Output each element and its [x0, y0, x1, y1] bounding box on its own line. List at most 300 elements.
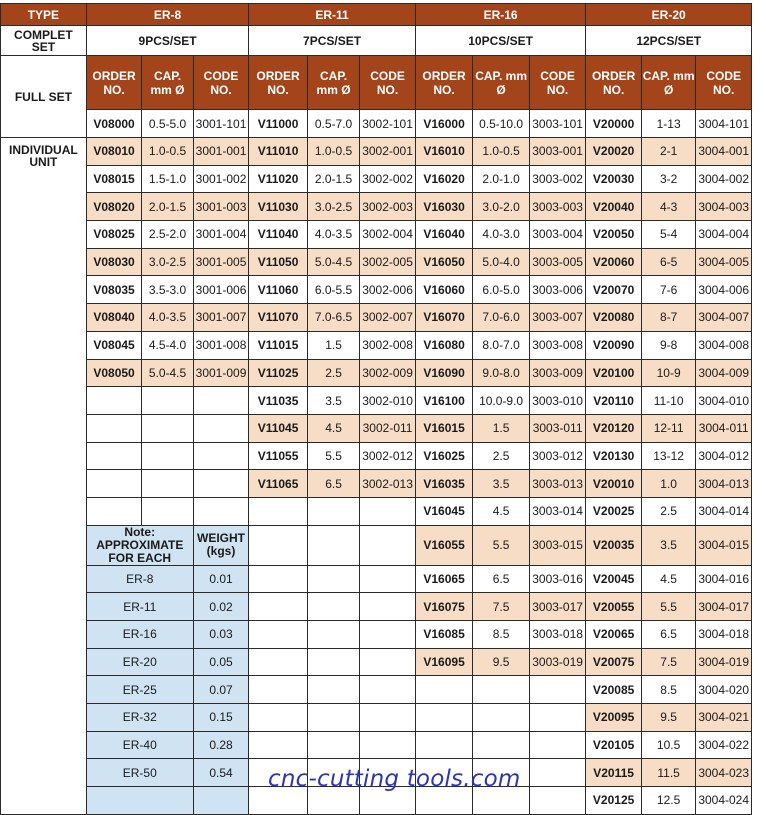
capacity-cell: 3.5 [641, 525, 696, 565]
code-no-cell: 3001-007 [193, 304, 249, 332]
code-no-cell: 3003-019 [529, 648, 586, 676]
code-no-cell: 3001-003 [193, 193, 249, 221]
code-no-cell: 3004-024 [696, 787, 752, 815]
empty-cell [249, 648, 308, 676]
code-no-cell: 3002-001 [360, 138, 416, 166]
note-weight: 0.28 [193, 731, 249, 759]
capacity-cell: 9.5 [641, 704, 696, 732]
code-no-cell: 3004-017 [696, 593, 752, 621]
set-count-er11: 7PCS/SET [249, 26, 416, 56]
capacity-cell: 9.5 [473, 648, 530, 676]
individual-unit-label: INDIVIDUAL UNIT [1, 138, 87, 815]
table-row [1, 731, 752, 759]
empty-cell [473, 731, 530, 759]
capacity-cell: 1.0 [641, 470, 696, 498]
order-no-cell: V20095 [586, 704, 642, 732]
table-row [1, 621, 752, 649]
order-no-cell: V16025 [415, 442, 473, 470]
capacity-cell: 1.0-0.5 [307, 138, 359, 166]
capacity-cell: 3.5 [307, 387, 359, 415]
code-no-cell: 3001-004 [193, 221, 249, 249]
empty-cell [529, 759, 586, 787]
capacity-cell: 3.5-3.0 [142, 276, 193, 304]
empty-cell [249, 676, 308, 704]
full-set-order-no: V20000 [586, 110, 642, 138]
code-no-cell: 3004-018 [696, 621, 752, 649]
order-no-cell: V16015 [415, 414, 473, 442]
order-no-cell: V20025 [586, 497, 642, 525]
order-no-cell: V08025 [86, 221, 142, 249]
code-no-cell: 3002-008 [360, 331, 416, 359]
capacity-cell: 9-8 [641, 331, 696, 359]
note-weight: 0.05 [193, 648, 249, 676]
empty-cell [529, 787, 586, 815]
full-set-capacity: 0.5-7.0 [307, 110, 359, 138]
note-weight: 0.03 [193, 621, 249, 649]
full-set-order-no: V16000 [415, 110, 473, 138]
capacity-cell: 7-6 [641, 276, 696, 304]
order-no-cell: V16050 [415, 248, 473, 276]
order-no-cell: V08040 [86, 304, 142, 332]
table-row [1, 525, 752, 565]
empty-cell [142, 470, 193, 498]
empty-cell [360, 525, 416, 565]
capacity-cell: 2-1 [641, 138, 696, 166]
code-no-cell: 3003-016 [529, 565, 586, 593]
order-no-cell: V20090 [586, 331, 642, 359]
order-no-cell: V11065 [249, 470, 308, 498]
code-no-cell: 3003-018 [529, 621, 586, 649]
cap-header: CAP. mm Ø [473, 56, 530, 110]
empty-cell [249, 621, 308, 649]
code-no-cell: 3001-002 [193, 165, 249, 193]
code-no-cell: 3002-002 [360, 165, 416, 193]
order-no-cell: V16060 [415, 276, 473, 304]
code-no-cell: 3003-003 [529, 193, 586, 221]
code-no-cell: 3003-014 [529, 497, 586, 525]
note-type: ER-20 [86, 648, 193, 676]
code-no-cell: 3003-012 [529, 442, 586, 470]
order-no-cell: V20020 [586, 138, 642, 166]
empty-cell [360, 676, 416, 704]
empty-cell [249, 704, 308, 732]
code-no-cell: 3003-015 [529, 525, 586, 565]
type-er11: ER-11 [249, 4, 416, 26]
empty-cell [307, 731, 359, 759]
code-no-cell: 3001-006 [193, 276, 249, 304]
empty-cell [249, 593, 308, 621]
note-type: ER-8 [86, 565, 193, 593]
note-type: ER-32 [86, 704, 193, 732]
empty-cell [415, 676, 473, 704]
code-no-cell: 3003-001 [529, 138, 586, 166]
code-no-cell: 3004-020 [696, 676, 752, 704]
code-no-cell: 3003-007 [529, 304, 586, 332]
order-no-header: ORDER NO. [86, 56, 142, 110]
full-set-capacity: 1-13 [641, 110, 696, 138]
capacity-cell: 4-3 [641, 193, 696, 221]
code-no-cell: 3004-022 [696, 731, 752, 759]
order-no-cell: V20050 [586, 221, 642, 249]
capacity-cell: 7.0-6.0 [473, 304, 530, 332]
order-no-cell: V20120 [586, 414, 642, 442]
empty-cell [193, 470, 249, 498]
order-no-cell: V20080 [586, 304, 642, 332]
order-no-cell: V08035 [86, 276, 142, 304]
code-no-cell: 3004-013 [696, 470, 752, 498]
order-no-cell: V08020 [86, 193, 142, 221]
empty-cell [86, 442, 142, 470]
weight-header: WEIGHT (kgs) [193, 525, 249, 565]
empty-cell [307, 565, 359, 593]
table-row [1, 165, 752, 193]
note-weight: 0.01 [193, 565, 249, 593]
capacity-cell: 2.5 [473, 442, 530, 470]
full-set-order-no: V08000 [86, 110, 142, 138]
order-no-cell: V20125 [586, 787, 642, 815]
capacity-cell: 5.5 [641, 593, 696, 621]
empty-cell [307, 676, 359, 704]
order-no-cell: V20075 [586, 648, 642, 676]
order-no-cell: V16065 [415, 565, 473, 593]
order-no-cell: V08045 [86, 331, 142, 359]
empty-cell [529, 676, 586, 704]
full-set-code-no: 3004-101 [696, 110, 752, 138]
code-no-cell: 3004-003 [696, 193, 752, 221]
code-no-cell: 3003-005 [529, 248, 586, 276]
empty-cell [529, 704, 586, 732]
empty-cell [86, 387, 142, 415]
order-no-cell: V20055 [586, 593, 642, 621]
capacity-cell: 12-11 [641, 414, 696, 442]
note-weight: 0.02 [193, 593, 249, 621]
capacity-cell: 5.5 [473, 525, 530, 565]
order-no-cell: V11035 [249, 387, 308, 415]
empty-cell [193, 442, 249, 470]
note-title: Note: APPROXIMATE FOR EACH [86, 525, 193, 565]
order-no-cell: V11025 [249, 359, 308, 387]
capacity-cell: 6.0-5.0 [473, 276, 530, 304]
empty-cell [473, 704, 530, 732]
code-no-cell: 3004-005 [696, 248, 752, 276]
empty-cell [307, 525, 359, 565]
code-no-cell: 3003-009 [529, 359, 586, 387]
capacity-cell: 10-9 [641, 359, 696, 387]
empty-cell [86, 470, 142, 498]
order-no-cell: V08010 [86, 138, 142, 166]
capacity-cell: 10.5 [641, 731, 696, 759]
capacity-cell: 4.0-3.0 [473, 221, 530, 249]
code-no-cell: 3004-014 [696, 497, 752, 525]
code-no-header: CODE NO. [193, 56, 249, 110]
full-set-order-no: V11000 [249, 110, 308, 138]
note-type: ER-40 [86, 731, 193, 759]
order-no-cell: V11060 [249, 276, 308, 304]
order-no-cell: V20100 [586, 359, 642, 387]
empty-cell [86, 497, 142, 525]
table-row [1, 414, 752, 442]
full-set-label: FULL SET [1, 56, 87, 138]
table-row [1, 676, 752, 704]
table-row [1, 304, 752, 332]
code-no-cell: 3001-001 [193, 138, 249, 166]
code-no-cell: 3003-017 [529, 593, 586, 621]
table-row [1, 193, 752, 221]
empty-cell [307, 593, 359, 621]
note-type: ER-16 [86, 621, 193, 649]
empty-cell [360, 593, 416, 621]
note-weight: 0.07 [193, 676, 249, 704]
order-no-cell: V16090 [415, 359, 473, 387]
order-no-cell: V20060 [586, 248, 642, 276]
capacity-cell: 5.0-4.5 [307, 248, 359, 276]
note-weight: 0.15 [193, 704, 249, 732]
table-row [1, 442, 752, 470]
capacity-cell: 6-5 [641, 248, 696, 276]
cap-header: CAP. mm Ø [307, 56, 359, 110]
order-no-cell: V16100 [415, 387, 473, 415]
order-no-cell: V20040 [586, 193, 642, 221]
capacity-cell: 12.5 [641, 787, 696, 815]
table-row [1, 497, 752, 525]
empty-cell [360, 497, 416, 525]
order-no-cell: V20115 [586, 759, 642, 787]
order-no-cell: V11055 [249, 442, 308, 470]
empty-cell [142, 387, 193, 415]
capacity-cell: 4.0-3.5 [307, 221, 359, 249]
capacity-cell: 5.0-4.0 [473, 248, 530, 276]
table-row [1, 248, 752, 276]
order-no-cell: V16035 [415, 470, 473, 498]
capacity-cell: 2.0-1.5 [142, 193, 193, 221]
order-no-cell: V20010 [586, 470, 642, 498]
table-row [1, 138, 752, 166]
note-type: ER-11 [86, 593, 193, 621]
code-no-cell: 3002-011 [360, 414, 416, 442]
order-no-cell: V16075 [415, 593, 473, 621]
capacity-cell: 5.0-4.5 [142, 359, 193, 387]
capacity-cell: 7.5 [473, 593, 530, 621]
cap-header: CAP. mm Ø [641, 56, 696, 110]
code-no-header: CODE NO. [360, 56, 416, 110]
capacity-cell: 3.0-2.5 [142, 248, 193, 276]
capacity-cell: 8.5 [641, 676, 696, 704]
empty-cell [249, 731, 308, 759]
order-no-cell: V20070 [586, 276, 642, 304]
empty-cell [360, 621, 416, 649]
empty-cell [249, 525, 308, 565]
capacity-cell: 3.0-2.5 [307, 193, 359, 221]
order-no-cell: V20105 [586, 731, 642, 759]
empty-cell [307, 621, 359, 649]
code-no-cell: 3004-004 [696, 221, 752, 249]
full-set-capacity: 0.5-5.0 [142, 110, 193, 138]
code-no-cell: 3002-012 [360, 442, 416, 470]
empty-cell [142, 414, 193, 442]
note-type: ER-50 [86, 759, 193, 787]
capacity-cell: 4.5 [307, 414, 359, 442]
empty-cell [307, 704, 359, 732]
table-row [1, 648, 752, 676]
order-no-cell: V20045 [586, 565, 642, 593]
empty-cell [360, 731, 416, 759]
code-no-cell: 3002-013 [360, 470, 416, 498]
empty-cell [249, 497, 308, 525]
capacity-cell: 6.0-5.5 [307, 276, 359, 304]
order-no-cell: V11020 [249, 165, 308, 193]
empty-cell [193, 387, 249, 415]
set-count-er16: 10PCS/SET [415, 26, 586, 56]
code-no-cell: 3003-008 [529, 331, 586, 359]
empty-cell [360, 648, 416, 676]
order-no-header: ORDER NO. [586, 56, 642, 110]
code-no-cell: 3004-009 [696, 359, 752, 387]
table-row [1, 221, 752, 249]
code-no-cell: 3002-003 [360, 193, 416, 221]
code-no-cell: 3003-006 [529, 276, 586, 304]
capacity-cell: 4.5-4.0 [142, 331, 193, 359]
table-row [1, 470, 752, 498]
table-row [1, 593, 752, 621]
site-watermark: cnc-cutting tools.com [268, 766, 521, 792]
full-set-row [1, 110, 752, 138]
capacity-cell: 2.0-1.0 [473, 165, 530, 193]
empty-cell [249, 565, 308, 593]
table-row [1, 359, 752, 387]
capacity-cell: 5.5 [307, 442, 359, 470]
capacity-cell: 7.5 [641, 648, 696, 676]
type-row [1, 4, 752, 26]
capacity-cell: 7.0-6.5 [307, 304, 359, 332]
order-no-cell: V11040 [249, 221, 308, 249]
code-no-cell: 3001-005 [193, 248, 249, 276]
code-no-cell: 3004-011 [696, 414, 752, 442]
empty-cell [193, 497, 249, 525]
code-no-cell: 3001-009 [193, 359, 249, 387]
complete-set-row [1, 26, 752, 56]
code-no-cell: 3002-007 [360, 304, 416, 332]
capacity-cell: 8.5 [473, 621, 530, 649]
order-no-cell: V16070 [415, 304, 473, 332]
empty-cell [360, 565, 416, 593]
capacity-cell: 10.0-9.0 [473, 387, 530, 415]
code-no-header: CODE NO. [696, 56, 752, 110]
code-no-cell: 3003-011 [529, 414, 586, 442]
capacity-cell: 6.5 [473, 565, 530, 593]
code-no-header: CODE NO. [529, 56, 586, 110]
empty-cell [415, 704, 473, 732]
capacity-cell: 2.5 [307, 359, 359, 387]
order-no-cell: V11015 [249, 331, 308, 359]
empty-cell [307, 648, 359, 676]
capacity-cell: 1.0-0.5 [473, 138, 530, 166]
code-no-cell: 3002-006 [360, 276, 416, 304]
code-no-cell: 3004-002 [696, 165, 752, 193]
full-set-code-no: 3003-101 [529, 110, 586, 138]
capacity-cell: 3.0-2.0 [473, 193, 530, 221]
note-type [86, 787, 193, 815]
table-row [1, 331, 752, 359]
code-no-cell: 3004-006 [696, 276, 752, 304]
order-no-cell: V11050 [249, 248, 308, 276]
order-no-cell: V11045 [249, 414, 308, 442]
empty-cell [529, 731, 586, 759]
type-er20: ER-20 [586, 4, 752, 26]
empty-cell [473, 676, 530, 704]
capacity-cell: 6.5 [641, 621, 696, 649]
capacity-cell: 4.5 [473, 497, 530, 525]
code-no-cell: 3004-008 [696, 331, 752, 359]
empty-cell [193, 414, 249, 442]
order-no-cell: V08050 [86, 359, 142, 387]
complete-set-label: COMPLET SET [1, 26, 87, 56]
empty-cell [307, 497, 359, 525]
collet-spec-table [0, 3, 752, 815]
order-no-cell: V20110 [586, 387, 642, 415]
order-no-cell: V16030 [415, 193, 473, 221]
capacity-cell: 4.0-3.5 [142, 304, 193, 332]
empty-cell [142, 497, 193, 525]
capacity-cell: 8-7 [641, 304, 696, 332]
code-no-cell: 3003-010 [529, 387, 586, 415]
capacity-cell: 2.5 [641, 497, 696, 525]
code-no-cell: 3002-010 [360, 387, 416, 415]
capacity-cell: 11-10 [641, 387, 696, 415]
column-header-row [1, 56, 752, 110]
code-no-cell: 3004-021 [696, 704, 752, 732]
order-no-cell: V20035 [586, 525, 642, 565]
order-no-cell: V16080 [415, 331, 473, 359]
order-no-cell: V16045 [415, 497, 473, 525]
set-count-er8: 9PCS/SET [86, 26, 249, 56]
order-no-cell: V16020 [415, 165, 473, 193]
code-no-cell: 3003-013 [529, 470, 586, 498]
capacity-cell: 1.5-1.0 [142, 165, 193, 193]
code-no-cell: 3004-019 [696, 648, 752, 676]
code-no-cell: 3004-012 [696, 442, 752, 470]
empty-cell [142, 442, 193, 470]
order-no-cell: V16055 [415, 525, 473, 565]
capacity-cell: 5-4 [641, 221, 696, 249]
code-no-cell: 3004-015 [696, 525, 752, 565]
type-er16: ER-16 [415, 4, 586, 26]
set-count-er20: 12PCS/SET [586, 26, 752, 56]
full-set-code-no: 3001-101 [193, 110, 249, 138]
order-no-cell: V16040 [415, 221, 473, 249]
code-no-cell: 3004-010 [696, 387, 752, 415]
code-no-cell: 3001-008 [193, 331, 249, 359]
table-row [1, 704, 752, 732]
code-no-cell: 3002-005 [360, 248, 416, 276]
code-no-cell: 3002-004 [360, 221, 416, 249]
order-no-cell: V08015 [86, 165, 142, 193]
code-no-cell: 3003-002 [529, 165, 586, 193]
type-er8: ER-8 [86, 4, 249, 26]
order-no-cell: V11010 [249, 138, 308, 166]
capacity-cell: 11.5 [641, 759, 696, 787]
capacity-cell: 6.5 [307, 470, 359, 498]
order-no-header: ORDER NO. [415, 56, 473, 110]
capacity-cell: 4.5 [641, 565, 696, 593]
order-no-cell: V20065 [586, 621, 642, 649]
code-no-cell: 3003-004 [529, 221, 586, 249]
order-no-cell: V16010 [415, 138, 473, 166]
capacity-cell: 8.0-7.0 [473, 331, 530, 359]
capacity-cell: 1.5 [473, 414, 530, 442]
full-set-capacity: 0.5-10.0 [473, 110, 530, 138]
cap-header: CAP. mm Ø [142, 56, 193, 110]
table-row [1, 276, 752, 304]
